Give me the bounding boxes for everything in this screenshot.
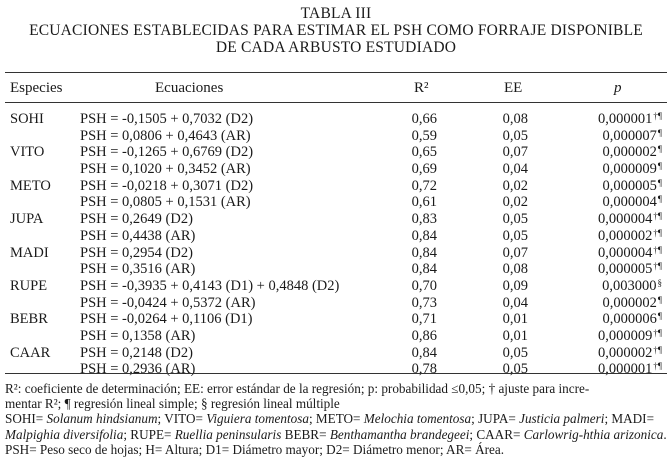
equation-cell: PSH = -0,3935 + 0,4143 (D1) + 0,4848 (D2): [80, 277, 340, 294]
p-footnote-mark: ¶: [657, 194, 662, 205]
header-species: Especies: [10, 80, 63, 96]
abbr-code: BEBR=: [284, 426, 330, 442]
table-row: [0, 278, 672, 295]
ee-cell: 0,05: [502, 211, 528, 228]
equation-cell: PSH = -0,0264 + 0,1106 (D1): [80, 311, 253, 328]
r2-cell: 0,72: [411, 177, 437, 194]
p-cell: [560, 278, 662, 295]
p-footnote-mark: †¶: [653, 244, 662, 255]
header-p: p: [614, 80, 622, 96]
abbr-separator: .: [663, 426, 667, 442]
p-footnote-mark: †¶: [653, 361, 662, 372]
ee-cell: 0,08: [502, 261, 528, 278]
abbr-separator: ;: [469, 426, 477, 442]
r2-cell: 0,84: [411, 261, 437, 278]
p-cell: [560, 328, 662, 345]
ee-cell: 0,05: [502, 127, 528, 144]
p-value: 0,000005: [598, 261, 653, 278]
abbr-code: METO=: [315, 411, 364, 427]
p-cell: [560, 211, 662, 228]
r2-cell: 0,66: [411, 111, 437, 127]
equation-cell: PSH = 0,2936 (AR): [80, 361, 196, 378]
p-footnote-mark: †¶: [653, 344, 662, 355]
p-cell: [560, 128, 662, 145]
p-value: 0,000002: [598, 227, 653, 244]
abbr-code: JUPA=: [478, 411, 520, 427]
table-row: [0, 194, 672, 211]
notes-line2: mentar R²; ¶ regresión lineal simple; § regresión lineal múltiple: [5, 396, 340, 412]
p-footnote-mark: †¶: [653, 111, 662, 121]
p-footnote-mark: ¶: [657, 294, 662, 305]
table-row: [0, 178, 672, 195]
species-cell: METO: [10, 177, 51, 194]
p-cell: [560, 194, 662, 211]
equation-cell: PSH = 0,4438 (AR): [80, 227, 196, 244]
species-cell: MADI: [10, 244, 49, 261]
p-footnote-mark: §: [657, 277, 662, 288]
table-row: [0, 128, 672, 145]
p-value: 0,000004: [598, 244, 653, 261]
p-cell: [560, 161, 662, 178]
abbr-code: MADI=: [611, 411, 655, 427]
r2-cell: 0,71: [411, 311, 437, 328]
p-value: 0,000006: [602, 311, 657, 328]
species-cell: VITO: [10, 144, 45, 161]
abbr-species-name: Malpighia diversifolia: [5, 426, 124, 442]
table-row: [0, 328, 672, 345]
abbr-code: SOHI=: [5, 411, 47, 427]
p-footnote-mark: ¶: [657, 161, 662, 172]
p-cell: [560, 261, 662, 278]
p-footnote-mark: ¶: [657, 311, 662, 322]
p-cell: [560, 361, 662, 378]
r2-cell: 0,83: [411, 211, 437, 228]
r2-cell: 0,73: [411, 294, 437, 311]
table-row: [0, 228, 672, 245]
p-footnote-mark: †¶: [653, 327, 662, 338]
notes-line1: R²: coeficiente de determinación; EE: error estándar de la regresión; p: probabilidad ≤0,05; † ajuste para incre-: [5, 381, 590, 396]
p-footnote-mark: ¶: [657, 127, 662, 138]
equation-cell: PSH = -0,0424 + 0,5372 (AR): [80, 294, 256, 311]
ee-cell: 0,01: [502, 311, 528, 328]
abbr-code: CAAR=: [476, 426, 524, 442]
equation-cell: PSH = -0,0218 + 0,3071 (D2): [80, 177, 254, 194]
p-footnote-mark: †¶: [653, 261, 662, 272]
ee-cell: 0,05: [502, 361, 528, 378]
r2-cell: 0,69: [411, 161, 437, 178]
r2-cell: 0,78: [411, 361, 437, 378]
abbr-species-name: Carlowrig-hthia arizonica: [523, 426, 664, 442]
species-cell: CAAR: [10, 344, 51, 361]
p-value: 0,000002: [598, 344, 653, 361]
species-cell: BEBR: [10, 311, 48, 328]
p-cell: [560, 245, 662, 262]
abbr-separator: ;: [471, 411, 479, 427]
r2-cell: 0,65: [411, 144, 437, 161]
equation-cell: PSH = 0,0805 + 0,1531 (AR): [80, 194, 251, 211]
abbr-species-name: Ruellia peninsularis: [174, 426, 282, 442]
r2-cell: 0,70: [411, 277, 437, 294]
species-cell: RUPE: [10, 277, 48, 294]
abbr-separator: ;: [123, 426, 131, 442]
p-cell: [560, 111, 662, 128]
species-cell: SOHI: [10, 111, 44, 127]
notes-abbreviations: [5, 411, 667, 457]
header-equations: Ecuaciones: [155, 80, 224, 96]
ee-cell: 0,05: [502, 344, 528, 361]
p-value: 0,000001: [598, 111, 653, 127]
ee-cell: 0,02: [502, 177, 528, 194]
p-value: 0,000009: [602, 161, 657, 178]
abbr-code: RUPE=: [130, 426, 175, 442]
table-caption-line2: DE CADA ARBUSTO ESTUDIADO: [215, 39, 457, 56]
header-r2: R²: [414, 80, 429, 96]
equation-cell: PSH = 0,0806 + 0,4643 (AR): [80, 127, 251, 144]
ee-cell: 0,05: [502, 227, 528, 244]
r2-cell: 0,61: [411, 194, 437, 211]
table-row: [0, 261, 672, 278]
table-row: [0, 361, 672, 378]
table-notes: [5, 381, 667, 457]
top-rule: [5, 72, 667, 73]
p-value: 0,000002: [602, 294, 657, 311]
p-value: 0,000007: [602, 127, 657, 144]
r2-cell: 0,84: [411, 244, 437, 261]
p-cell: [560, 178, 662, 195]
equation-cell: PSH = 0,1020 + 0,3452 (AR): [80, 161, 251, 178]
table-row: [0, 295, 672, 312]
abbr-code: VITO=: [164, 411, 207, 427]
ee-cell: 0,04: [502, 294, 528, 311]
abbr-separator: ;: [157, 411, 165, 427]
p-value: 0,000005: [602, 177, 657, 194]
p-cell: [560, 345, 662, 362]
header-ee: EE: [504, 80, 523, 96]
header-rule: [5, 102, 667, 103]
p-footnote-mark: †¶: [653, 227, 662, 238]
bottom-rule: [5, 373, 667, 374]
r2-cell: 0,84: [411, 344, 437, 361]
table-body: [0, 111, 672, 378]
equation-cell: PSH = 0,2649 (D2): [80, 211, 193, 228]
table-row: [0, 161, 672, 178]
table-row: [0, 211, 672, 228]
p-cell: [560, 144, 662, 161]
p-value: 0,003000: [602, 277, 657, 294]
p-value: 0,000004: [598, 211, 653, 228]
p-cell: [560, 311, 662, 328]
equation-cell: PSH = -0,1265 + 0,6769 (D2): [80, 144, 254, 161]
equation-cell: PSH = 0,3516 (AR): [80, 261, 196, 278]
table-row: [0, 245, 672, 262]
ee-cell: 0,01: [502, 327, 528, 344]
abbr-separator: ;: [308, 411, 316, 427]
abbr-species-name: Melochia tomentosa: [363, 411, 472, 427]
equation-cell: PSH = 0,1358 (AR): [80, 327, 196, 344]
ee-cell: 0,07: [502, 144, 528, 161]
table-row: [0, 345, 672, 362]
table-row: [0, 111, 672, 128]
ee-cell: 0,02: [502, 194, 528, 211]
p-footnote-mark: ¶: [657, 177, 662, 188]
ee-cell: 0,04: [502, 161, 528, 178]
p-value: 0,000002: [602, 144, 657, 161]
ee-cell: 0,07: [502, 244, 528, 261]
abbr-species-name: Solanum hindsianum: [46, 411, 158, 427]
p-value: 0,000004: [602, 194, 657, 211]
r2-cell: 0,86: [411, 327, 437, 344]
ee-cell: 0,08: [502, 111, 528, 127]
species-cell: JUPA: [10, 211, 44, 228]
table-row: [0, 144, 672, 161]
abbr-separator: ;: [604, 411, 612, 427]
abbr-species-name: Benthamantha brandegeei: [329, 426, 470, 442]
table-row: [0, 311, 672, 328]
p-value: 0,000009: [598, 327, 653, 344]
r2-cell: 0,59: [411, 127, 437, 144]
abbr-species-name: Justicia palmeri: [519, 411, 605, 427]
p-cell: [560, 228, 662, 245]
p-value: 0,000001: [598, 361, 653, 378]
table-title: TABLA III: [300, 5, 372, 22]
p-cell: [560, 295, 662, 312]
ee-cell: 0,09: [502, 277, 528, 294]
equation-cell: PSH = -0,1505 + 0,7032 (D2): [80, 111, 254, 127]
abbr-tail: PSH= Peso seco de hojas; H= Altura; D1= Diámetro mayor; D2= Diámetro menor; AR= Área.: [5, 441, 505, 457]
table-caption-line1: ECUACIONES ESTABLECIDAS PARA ESTIMAR EL PSH COMO FORRAJE DISPONIBLE: [29, 22, 643, 39]
equation-cell: PSH = 0,2148 (D2): [80, 344, 193, 361]
p-footnote-mark: ¶: [657, 144, 662, 155]
equation-cell: PSH = 0,2954 (D2): [80, 244, 193, 261]
p-footnote-mark: †¶: [653, 211, 662, 222]
abbr-species-name: Viguiera tomentosa: [206, 411, 309, 427]
r2-cell: 0,84: [411, 227, 437, 244]
